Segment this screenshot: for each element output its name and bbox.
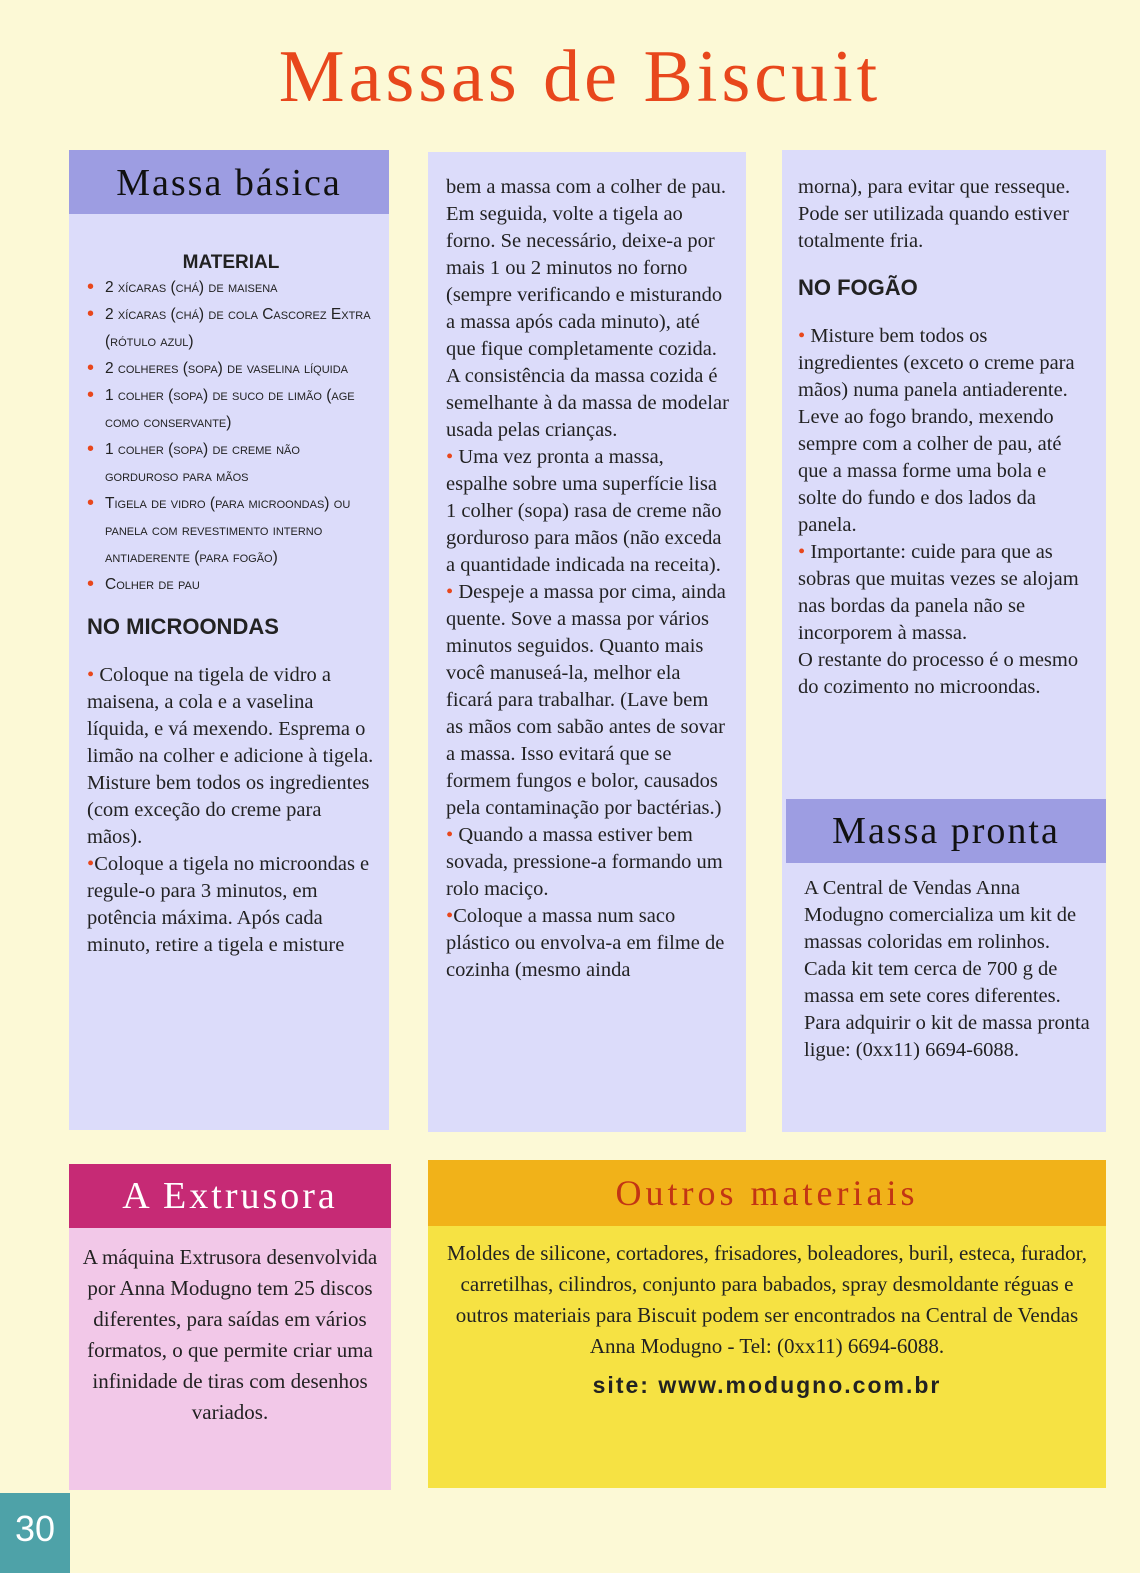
- list-item: • 2 xícaras (chá) de maisena: [87, 274, 375, 301]
- bullet-icon: •: [446, 581, 459, 603]
- massa-basica-panel: [69, 150, 389, 1130]
- body-paragraph: • Importante: cuide para que as sobras que muitas vezes se alojam nas bordas da panela não se incorporem à massa.: [798, 541, 1079, 644]
- body-paragraph: bem a massa com a colher de pau. Em seguida, volte a tigela ao forno. Se necessário, deixe-a por mais 1 ou 2 minutos no forno (sempre verificando e misturando a massa após cada minuto), até que fique completamente cozida.: [446, 176, 727, 360]
- outros-materiais-text: Moldes de silicone, cortadores, frisadores, boleadores, buril, esteca, furador, carretilhas, cilindros, conjunto para babados, spray desmoldante réguas e outros materiais para Biscuit podem ser encontrados na Central de Vendas Anna Modugno - Tel: (0xx11) 6694-6088.: [446, 1241, 1088, 1358]
- list-item: • 2 colheres (sopa) de vaselina líquida: [87, 355, 375, 382]
- massa-pronta-text: A Central de Vendas Anna Modugno comercializa um kit de massas coloridas em rolinhos. Cada kit tem cerca de 700 g de massa em sete cores diferentes. Para adquirir o kit de massa pronta ligue: (0xx11) 6694-6088.: [804, 877, 1090, 1061]
- massa-pronta-heading: Massa pronta: [786, 799, 1106, 863]
- body-paragraph: • Misture bem todos os ingredientes (exceto o creme para mãos) numa panela antiaderente. Leve ao fogo brando, mexendo sempre com a colher de pau, até que a massa forme uma bola e solte do fundo e dos lados da panela.: [798, 325, 1075, 536]
- bullet-icon: •: [446, 824, 459, 846]
- column-2-panel: [428, 152, 746, 1132]
- massa-pronta-panel: [786, 863, 1106, 1130]
- outros-materiais-heading: Outros materiais: [428, 1160, 1106, 1226]
- massa-basica-heading: Massa básica: [69, 150, 389, 214]
- extrusora-panel: [69, 1228, 391, 1490]
- bullet-icon: •: [446, 446, 459, 468]
- microondas-heading: NO MICROONDAS: [87, 614, 279, 639]
- bullet-icon: •: [87, 853, 95, 875]
- list-item: • 1 colher (sopa) de suco de limão (age como conservante): [87, 382, 375, 436]
- body-paragraph: morna), para evitar que resseque. Pode ser utilizada quando estiver totalmente fria.: [798, 176, 1071, 252]
- list-item: • Tigela de vidro (para microondas) ou panela com revestimento interno antiaderente (para fogão): [87, 490, 375, 571]
- body-paragraph: • Uma vez pronta a massa, espalhe sobre uma superfície lisa 1 colher (sopa) rasa de creme não gorduroso para mãos (não exceda a quantidade indicada na receita).: [446, 446, 722, 576]
- outros-materiais-panel: [428, 1226, 1106, 1488]
- material-list: [87, 274, 375, 598]
- bullet-icon: •: [87, 664, 100, 686]
- body-paragraph: •Coloque a massa num saco plástico ou envolva-a em filme de cozinha (mesmo ainda: [446, 905, 725, 981]
- page-number: 30: [0, 1493, 70, 1573]
- bullet-icon: •: [798, 541, 811, 563]
- body-paragraph: • Despeje a massa por cima, ainda quente. Sove a massa por vários minutos seguidos. Quanto mais você manuseá-la, melhor ela ficará para trabalhar. (Lave bem as mãos com sabão antes de sovar a massa. Isso evitará que se formem fungos e bolor, causados pela contaminação por bactérias.): [446, 581, 726, 819]
- list-item: • Colher de pau: [87, 571, 375, 598]
- microondas-paragraph: • Coloque na tigela de vidro a maisena, a cola e a vaselina líquida, e vá mexendo. Esprema o limão na colher e adicione à tigela. Misture bem todos os ingredientes (com exceção do creme para mãos).: [87, 664, 374, 848]
- extrusora-heading: A Extrusora: [69, 1164, 391, 1228]
- microondas-paragraph: •Coloque a tigela no microondas e regule-o para 3 minutos, em potência máxima. Após cada minuto, retire a tigela e misture: [87, 853, 370, 956]
- body-paragraph: O restante do processo é o mesmo do cozimento no microondas.: [798, 649, 1079, 698]
- body-paragraph: • Quando a massa estiver bem sovada, pressione-a formando um rolo maciço.: [446, 824, 723, 900]
- bullet-icon: •: [798, 325, 811, 347]
- bullet-icon: •: [446, 905, 454, 927]
- page-title: Massas de Biscuit: [278, 36, 882, 118]
- list-item: • 2 xícaras (chá) de cola Cascorez Extra (rótulo azul): [87, 301, 375, 355]
- material-heading: MATERIAL: [182, 252, 280, 273]
- list-item: • 1 colher (sopa) de creme não gorduroso para mãos: [87, 436, 375, 490]
- fogao-heading: NO FOGÃO: [798, 275, 918, 300]
- body-paragraph: A consistência da massa cozida é semelhante à da massa de modelar usada pelas crianças.: [446, 365, 729, 441]
- extrusora-text: A máquina Extrusora desenvolvida por Anna Modugno tem 25 discos diferentes, para saídas em vários formatos, o que permite criar uma infinidade de tiras com desenhos variados.: [82, 1245, 378, 1424]
- site-url: site: www.modugno.com.br: [592, 1372, 942, 1398]
